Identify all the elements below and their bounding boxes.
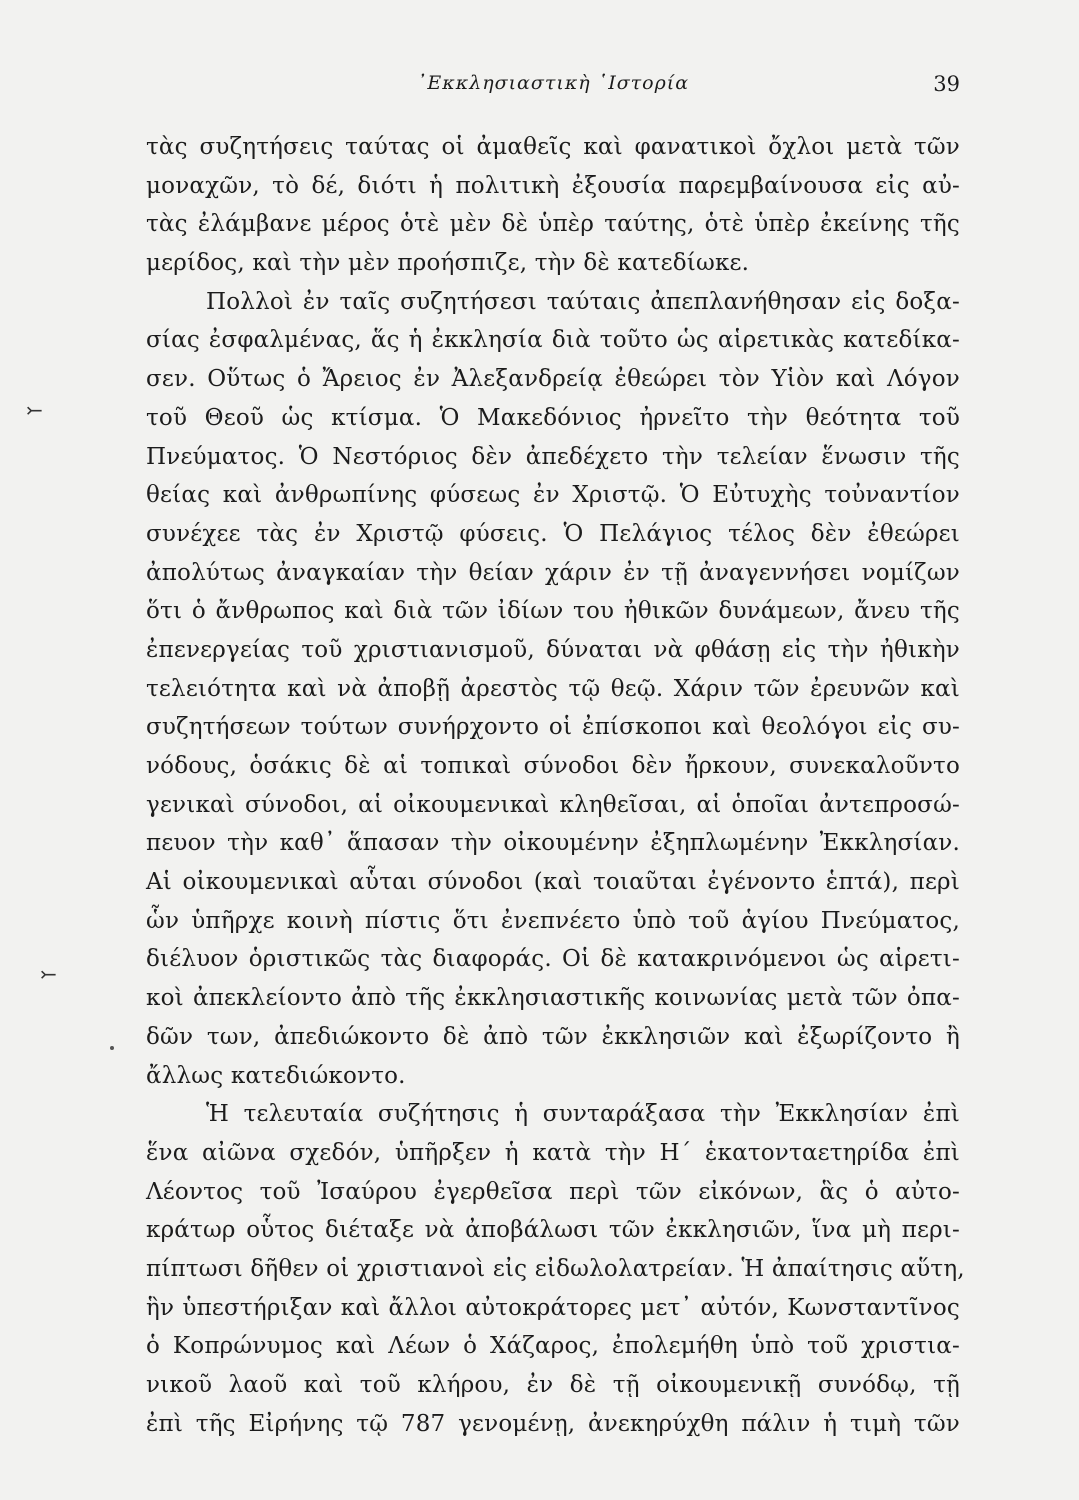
margin-mark-icon: ⤚ — [40, 962, 57, 986]
text-line: σίας ἐσφαλμένας, ἅς ἡ ἐκκλησία διὰ τοῦτο ὡς αἱρετικὰς κατεδίκα- — [146, 327, 960, 354]
text-line: νικοῦ λαοῦ καὶ τοῦ κλήρου, ἐν δὲ τῇ οἰκουμενικῇ συνόδῳ, τῇ — [146, 1372, 960, 1398]
text-line: Πνεύματος. Ὁ Νεστόριος δὲν ἀπεδέχετο τὴν τελείαν ἕνωσιν τῆς — [146, 443, 960, 470]
text-line: συζητήσεων τούτων συνήρχοντο οἱ ἐπίσκοποι καὶ θεολόγοι εἰς συ- — [146, 714, 960, 741]
text-line: ἐπὶ τῆς Εἰρήνης τῷ 787 γενομένῃ, ἀνεκηρύχθη πάλιν ἡ τιμὴ τῶν — [146, 1410, 960, 1437]
text-line: δῶν των, ἀπεδιώκοντο δὲ ἀπὸ τῶν ἐκκλησιῶν καὶ ἐξωρίζοντο ἢ — [146, 1023, 960, 1050]
text-line: θείας καὶ ἀνθρωπίνης φύσεως ἐν Χριστῷ. Ὁ Εὐτυχὴς τοὐναντίον — [146, 482, 960, 509]
text-line: ἕνα αἰῶνα σχεδόν, ὑπῆρξεν ἡ κατὰ τὴν Η΄ ἑκατονταετηρίδα ἐπὶ — [146, 1139, 960, 1166]
text-line: τοῦ Θεοῦ ὡς κτίσμα. Ὁ Μακεδόνιος ἠρνεῖτο τὴν θεότητα τοῦ — [146, 404, 960, 431]
page-number: 39 — [933, 72, 960, 96]
body-text — [146, 128, 965, 1443]
text-line: σεν. Οὕτως ὁ Ἄρειος ἐν Ἀλεξανδρείᾳ ἐθεώρει τὸν Υἱὸν καὶ Λόγον — [146, 366, 960, 393]
text-line: συνέχεε τὰς ἐν Χριστῷ φύσεις. Ὁ Πελάγιος τέλος δὲν ἐθεώρει — [146, 520, 960, 547]
text-line: τὰς συζητήσεις ταύτας οἱ ἀμαθεῖς καὶ φανατικοὶ ὄχλοι μετὰ τῶν — [146, 134, 960, 160]
margin-dot-icon — [110, 1046, 114, 1050]
running-title: ᾿Εκκλησιαστικὴ ῾Ιστορία — [416, 72, 690, 94]
text-line: ἐπενεργείας τοῦ χριστιανισμοῦ, δύναται νὰ φθάσῃ εἰς τὴν ἠθικὴν — [146, 636, 960, 663]
text-line: μοναχῶν, τὸ δέ, διότι ἡ πολιτικὴ ἐξουσία παρεμβαίνουσα εἰς αὐ- — [146, 172, 960, 199]
text-line: ἣν ὑπεστήριξαν καὶ ἄλλοι αὐτοκράτορες μετ᾿ αὐτόν, Κωνσταντῖνος — [146, 1294, 960, 1321]
text-line: τὰς ἐλάμβανε μέρος ὁτὲ μὲν δὲ ὑπὲρ ταύτης, ὁτὲ ὑπὲρ ἐκείνης τῆς — [146, 211, 960, 238]
text-line: πευον τὴν καθ᾿ ἅπασαν τὴν οἰκουμένην ἐξηπλωμένην Ἐκκλησίαν. — [146, 830, 960, 857]
text-line: Πολλοὶ ἐν ταῖς συζητήσεσι ταύταις ἀπεπλανήθησαν εἰς δοξα- — [206, 288, 960, 315]
text-line: διέλυον ὁριστικῶς τὰς διαφοράς. Οἱ δὲ κατακρινόμενοι ὡς αἱρετι- — [146, 946, 960, 973]
text-line: μερίδος, καὶ τὴν μὲν προήσπιζε, τὴν δὲ κατεδίωκε. — [146, 250, 750, 277]
text-line: ὅτι ὁ ἄνθρωπος καὶ διὰ τῶν ἰδίων του ἠθικῶν δυνάμεων, ἄνευ τῆς — [146, 598, 960, 625]
text-line: κοὶ ἀπεκλείοντο ἀπὸ τῆς ἐκκλησιαστικῆς κοινωνίας μετὰ τῶν ὀπα- — [146, 985, 960, 1012]
text-line: νόδους, ὁσάκις δὲ αἱ τοπικαὶ σύνοδοι δὲν ἤρκουν, συνεκαλοῦντο — [146, 753, 960, 779]
text-line: ὧν ὑπῆρχε κοινὴ πίστις ὅτι ἐνεπνέετο ὑπὸ τοῦ ἁγίου Πνεύματος, — [146, 907, 960, 934]
text-line: Ἡ τελευταία συζήτησις ἡ συνταράξασα τὴν Ἐκκλησίαν ἐπὶ — [206, 1101, 960, 1128]
running-head — [146, 72, 960, 102]
text-line: Αἱ οἰκουμενικαὶ αὗται σύνοδοι (καὶ τοιαῦται ἐγένοντο ἑπτά), περὶ — [146, 869, 960, 896]
text-line: γενικαὶ σύνοδοι, αἱ οἰκουμενικαὶ κληθεῖσαι, αἱ ὁποῖαι ἀντεπροσώ- — [146, 791, 960, 818]
text-line: ὁ Κοπρώνυμος καὶ Λέων ὁ Χάζαρος, ἐπολεμήθη ὑπὸ τοῦ χριστια- — [146, 1333, 960, 1360]
text-line: Λέοντος τοῦ Ἰσαύρου ἐγερθεῖσα περὶ τῶν εἰκόνων, ἃς ὁ αὐτο- — [146, 1178, 960, 1205]
margin-mark-icon: ⤚ — [26, 398, 43, 422]
text-line: πίπτωσι δῆθεν οἱ χριστιανοὶ εἰς εἰδωλολατρείαν. Ἡ ἀπαίτησις αὕτη, — [146, 1255, 965, 1282]
text-line: ἄλλως κατεδιώκοντο. — [146, 1062, 406, 1089]
text-line: κράτωρ οὗτος διέταξε νὰ ἀποβάλωσι τῶν ἐκκλησιῶν, ἵνα μὴ περι- — [146, 1217, 960, 1244]
text-line: ἀπολύτως ἀναγκαίαν τὴν θείαν χάριν ἐν τῇ ἀναγεννήσει νομίζων — [146, 559, 960, 586]
text-line: τελειότητα καὶ νὰ ἀποβῇ ἀρεστὸς τῷ θεῷ. Χάριν τῶν ἐρευνῶν καὶ — [146, 675, 960, 702]
